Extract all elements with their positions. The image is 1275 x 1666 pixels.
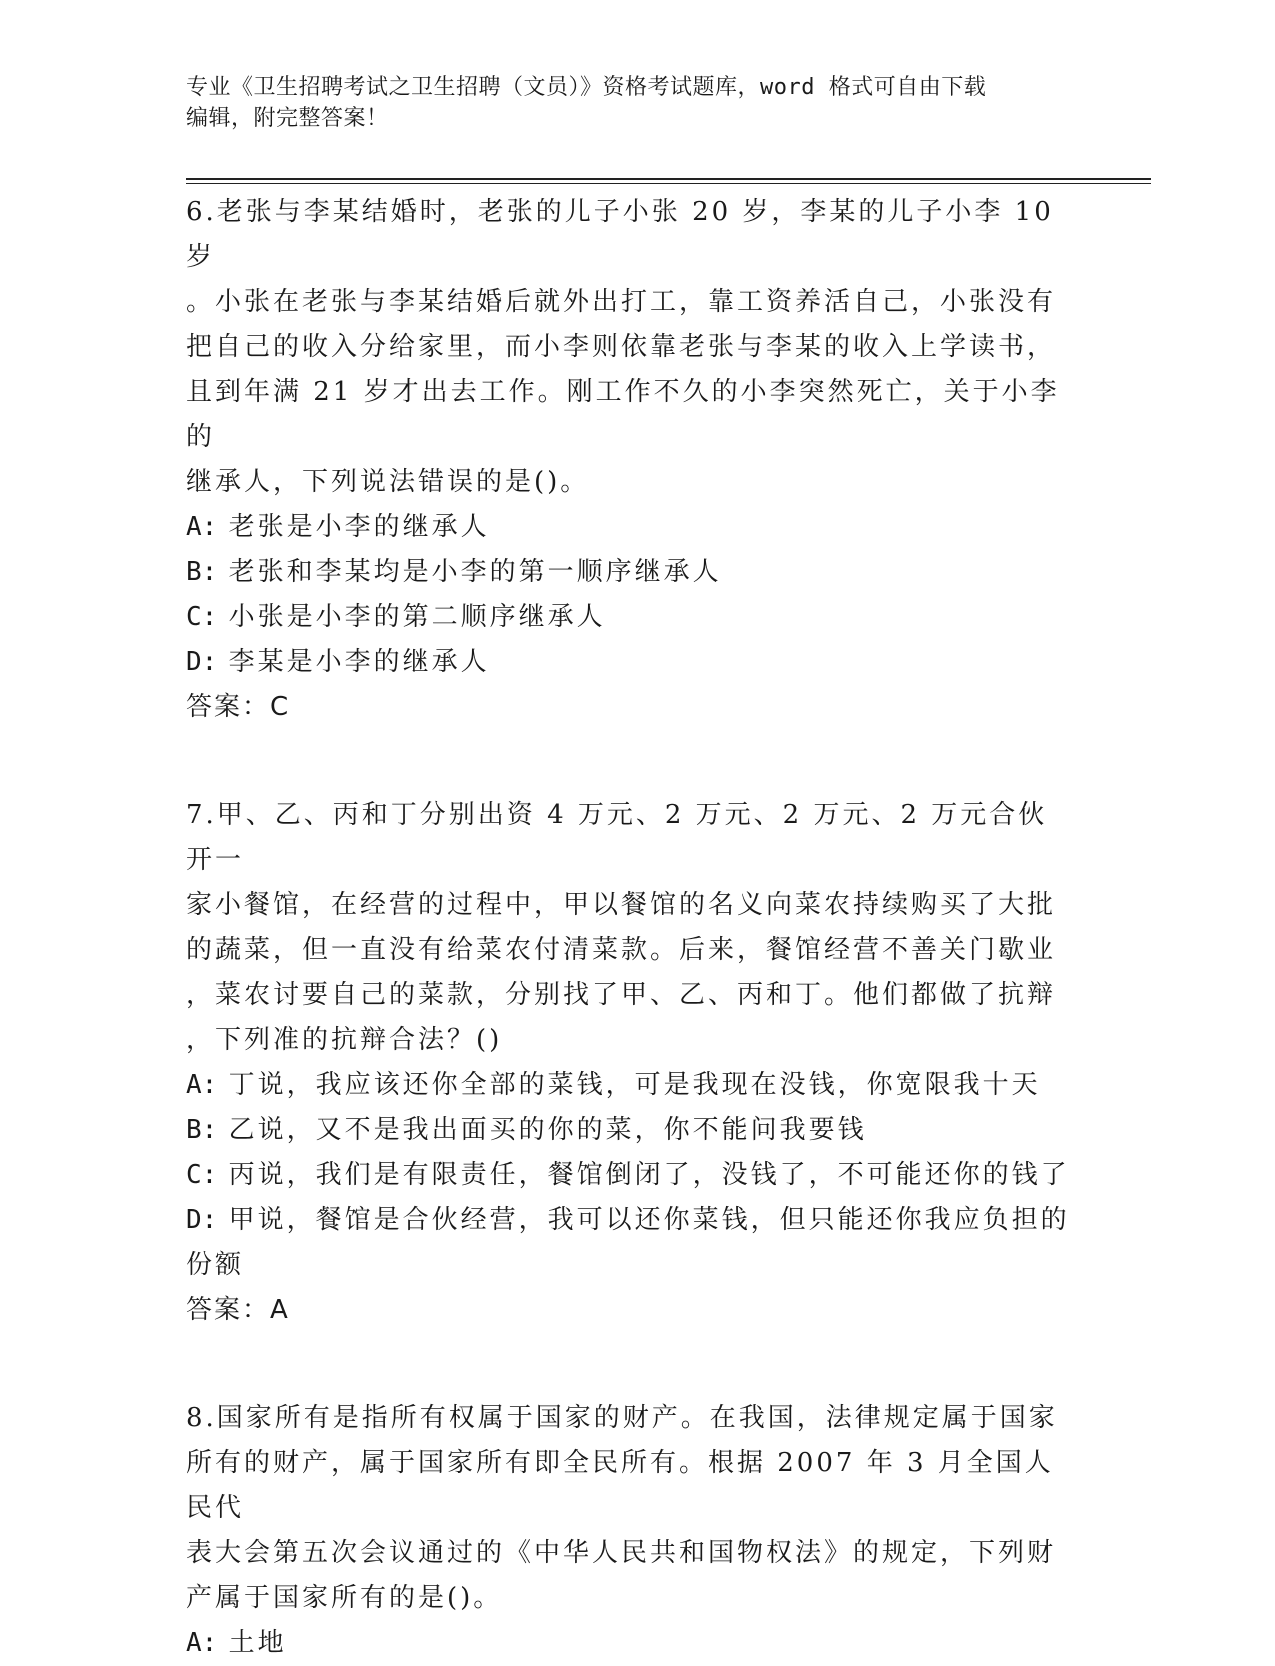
question-7-line: ，菜农讨要自己的菜款，分别找了甲、乙、丙和丁。他们都做了抗辩 <box>186 980 1057 1010</box>
question-6-line: 且到年满 21 岁才出去工作。刚工作不久的小李突然死亡，关于小李的 <box>186 377 1060 452</box>
option-c <box>186 595 1066 640</box>
option-letter: A: <box>186 512 218 542</box>
option-text: 老张是小李的继承人 <box>228 512 490 542</box>
option-d-continuation: 份额 <box>186 1250 245 1280</box>
option-text: 甲说，餐馆是合伙经营，我可以还你菜钱，但只能还你我应负担的 <box>228 1205 1070 1235</box>
option-c <box>186 1153 1070 1198</box>
option-letter: A: <box>186 1628 218 1658</box>
question-7-line: 家小餐馆，在经营的过程中，甲以餐馆的名义向菜农持续购买了大批 <box>186 890 1057 920</box>
option-text: 土地 <box>228 1628 287 1658</box>
header-line-2: 编辑，附完整答案！ <box>186 106 389 131</box>
question-6-line: 。小张在老张与李某结婚后就外出打工，靠工资养活自己，小张没有 <box>186 287 1057 317</box>
question-8-line: 8.国家所有是指所有权属于国家的财产。在我国，法律规定属于国家 <box>186 1403 1058 1433</box>
question-6-line: 继承人，下列说法错误的是()。 <box>186 467 590 497</box>
option-letter: C: <box>186 1160 218 1190</box>
question-6-line: 6.老张与李某结婚时，老张的儿子小张 20 岁，李某的儿子小李 10 岁 <box>186 197 1054 272</box>
option-text: 小张是小李的第二顺序继承人 <box>228 602 606 632</box>
answer-label: 答案：A <box>186 1295 290 1325</box>
question-7-line: 的蔬菜，但一直没有给菜农付清菜款。后来，餐馆经营不善关门歇业 <box>186 935 1057 965</box>
question-list <box>186 190 1070 1666</box>
question-8-line: 表大会第五次会议通过的《中华人民共和国物权法》的规定，下列财 <box>186 1538 1057 1568</box>
question-7 <box>186 793 1070 1333</box>
option-text: 乙说，又不是我出面买的你的菜，你不能问我要钱 <box>228 1115 867 1145</box>
document-header <box>186 72 1066 134</box>
option-letter: B: <box>186 1115 218 1145</box>
question-6 <box>186 190 1066 730</box>
header-line-1: 专业《卫生招聘考试之卫生招聘（文员）》资格考试题库，word 格式可自由下载 <box>186 75 987 100</box>
header-rule <box>186 178 1151 180</box>
question-8-line: 产属于国家所有的是()。 <box>186 1583 503 1613</box>
question-7-line: 7.甲、乙、丙和丁分别出资 4 万元、2 万元、2 万元、2 万元合伙开一 <box>186 800 1048 875</box>
option-a <box>186 505 1066 550</box>
option-d <box>186 640 1066 685</box>
option-letter: C: <box>186 602 218 632</box>
option-d <box>186 1198 1070 1243</box>
header-rule-thin <box>186 183 1151 184</box>
question-8-line: 所有的财产，属于国家所有即全民所有。根据 2007 年 3 月全国人民代 <box>186 1448 1054 1523</box>
option-letter: B: <box>186 557 218 587</box>
answer-label: 答案：C <box>186 692 291 722</box>
question-8 <box>186 1396 1066 1666</box>
option-text: 老张和李某均是小李的第一顺序继承人 <box>228 557 722 587</box>
option-b <box>186 1108 1066 1153</box>
option-text: 丙说，我们是有限责任，餐馆倒闭了，没钱了，不可能还你的钱了 <box>228 1160 1070 1190</box>
option-letter: D: <box>186 1205 218 1235</box>
option-a <box>186 1621 1066 1666</box>
question-7-line: ，下列准的抗辩合法？() <box>186 1025 503 1055</box>
option-text: 李某是小李的继承人 <box>228 647 490 677</box>
option-letter: D: <box>186 647 218 677</box>
option-letter: A: <box>186 1070 218 1100</box>
option-text: 丁说，我应该还你全部的菜钱，可是我现在没钱，你宽限我十天 <box>228 1070 1041 1100</box>
option-b <box>186 550 1066 595</box>
option-a <box>186 1063 1066 1108</box>
question-6-line: 把自己的收入分给家里，而小李则依靠老张与李某的收入上学读书， <box>186 332 1057 362</box>
